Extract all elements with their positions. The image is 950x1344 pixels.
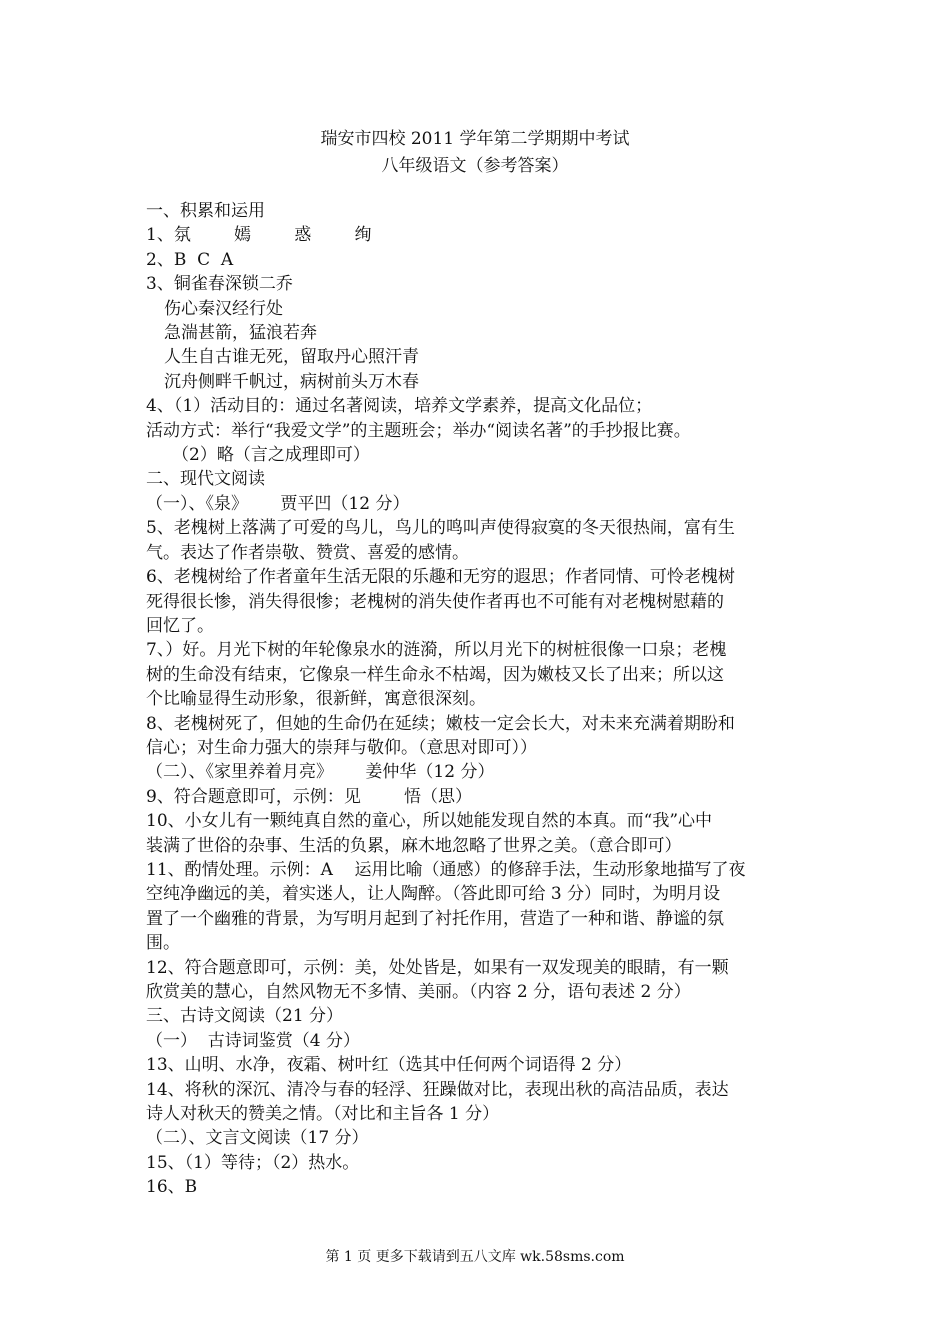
answer-line: （一） 古诗词鉴赏（4 分） (146, 1030, 361, 1051)
answer-line: 三、古诗文阅读（21 分） (146, 1006, 344, 1027)
document-subtitle: 八年级语文（参考答案） (381, 156, 569, 176)
answer-line: 围。 (146, 933, 180, 954)
answer-line: 活动方式：举行“我爱文学”的主题班会；举办“阅读名著”的手抄报比赛。 (146, 420, 691, 441)
answer-line: 15、（1）等待；（2）热水。 (146, 1152, 360, 1173)
answer-line: 死得很长惨，消失得很惨；老槐树的消失使作者再也不可能有对老槐树慰藉的 (146, 591, 724, 612)
answer-line: 树的生命没有结束，它像泉一样生命永不枯竭，因为嫩枝又长了出来；所以这 (146, 664, 724, 685)
answer-line: 伤心秦汉经行处 (164, 298, 283, 319)
answer-line: （二）、文言文阅读（17 分） (146, 1128, 369, 1149)
answer-line: 一、积累和运用 (146, 201, 265, 221)
answer-content (146, 199, 816, 1200)
answer-line: 7、）好。月光下树的年轮像泉水的涟漪，所以月光下的树桩很像一口泉；老槐 (146, 640, 727, 661)
answer-line: （一）、《泉》 贾平凹（12 分） (146, 493, 410, 514)
answer-line: （二）、《家里养着月亮》 姜仲华（12 分） (146, 762, 495, 783)
answer-line: 14、将秋的深沉、清冷与春的轻浮、狂躁做对比，表现出秋的高洁品质，表达 (146, 1079, 729, 1100)
answer-line: 2、B C A (146, 249, 234, 270)
page-footer: 第 1 页 更多下载请到五八文库 wk.58sms.com (325, 1249, 625, 1265)
answer-line: 置了一个幽雅的背景，为写明月起到了衬托作用，营造了一种和谐、静谧的氛 (146, 908, 724, 929)
answer-line: 急湍甚箭，猛浪若奔 (164, 323, 317, 344)
answer-line: 4、（1）活动目的：通过名著阅读，培养文学素养，提高文化品位； (146, 396, 653, 417)
answer-line: 16、B (146, 1177, 198, 1198)
answer-line: 人生自古谁无死，留取丹心照汗青 (164, 347, 419, 368)
answer-line: 3、铜雀春深锁二乔 (146, 274, 293, 295)
answer-line: 8、老槐树死了，但她的生命仍在延续；嫩枝一定会长大，对未来充满着期盼和 (146, 713, 735, 734)
answer-line: 沉舟侧畔千帆过，病树前头万木春 (164, 371, 419, 392)
answer-line: 11、酌情处理。示例：A 运用比喻（通感）的修辞手法，生动形象地描写了夜 (146, 859, 746, 880)
answer-line: 诗人对秋天的赞美之情。（对比和主旨各 1 分） (146, 1104, 500, 1125)
answer-line: 信心；对生命力强大的崇拜与敬仰。（意思对即可）） (146, 737, 537, 758)
answer-line: 欣赏美的慧心，自然风物无不多情、美丽。（内容 2 分，语句表述 2 分） (146, 982, 691, 1002)
answer-line: 13、山明、水净，夜霜、树叶红（选其中任何两个词语得 2 分） (146, 1055, 632, 1076)
answer-line: 10、小女儿有一颗纯真自然的童心，所以她能发现自然的本真。而“我”心中 (146, 811, 713, 832)
document-title: 瑞安市四校 2011 学年第二学期期中考试 (320, 129, 630, 149)
answer-line: 空纯净幽远的美，着实迷人，让人陶醉。（答此即可给 3 分）同时，为明月设 (146, 884, 721, 905)
answer-line: 个比喻显得生动形象，很新鲜，寓意很深刻。 (146, 689, 486, 710)
answer-line: 气。表达了作者崇敬、赞赏、喜爱的感情。 (146, 542, 469, 563)
answer-line: 回忆了。 (146, 615, 214, 636)
answer-line: 6、老槐树给了作者童年生活无限的乐趣和无穷的遐思；作者同情、可怜老槐树 (146, 567, 735, 588)
answer-line: （2）略（言之成理即可） (172, 445, 370, 466)
answer-line: 装满了世俗的杂事、生活的负累，麻木地忽略了世界之美。（意合即可） (146, 835, 682, 856)
answer-line: 5、老槐树上落满了可爱的鸟儿，鸟儿的鸣叫声使得寂寞的冬天很热闹，富有生 (146, 518, 735, 539)
answer-line: 1、氛 嫣 惑 绚 (146, 225, 372, 246)
answer-line: 二、现代文阅读 (146, 469, 265, 490)
answer-line: 9、符合题意即可，示例：见 悟（思） (146, 786, 473, 807)
answer-line: 12、符合题意即可，示例：美，处处皆是，如果有一双发现美的眼睛，有一颗 (146, 957, 729, 978)
